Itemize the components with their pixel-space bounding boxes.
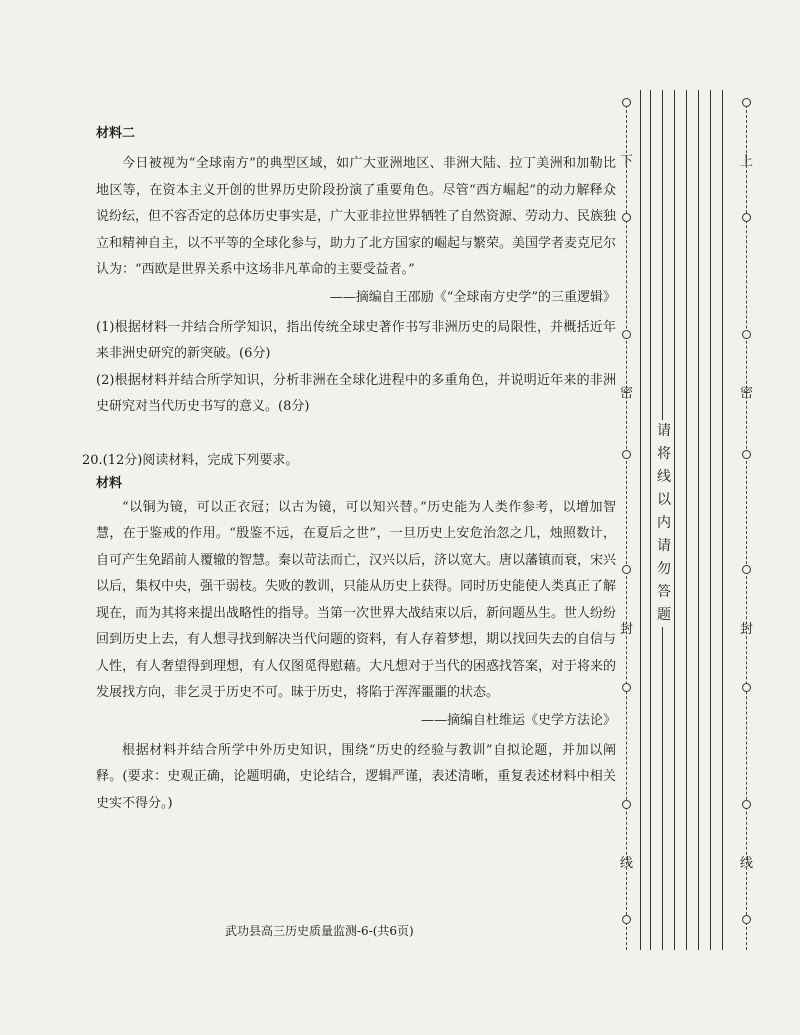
binding-char-right: 线	[740, 856, 754, 871]
hole-circle	[742, 213, 751, 222]
material2-paragraph: 今日被视为“全球南方”的典型区域，如广大亚洲地区、非洲大陆、拉丁美洲和加勒比地区等，在资本主义开创的世界历史阶段扮演了重要角色。尽管“西方崛起”的动力解释众说纷纭，但不容否定的总体历史事实是，广大亚非拉世界牺牲了自然资源、劳动力、民族独立和精神自主，以不平等的全球化参与，助力了北方国家的崛起与繁荣。美国学者麦克尼尔认为：“西欧是世界关系中这场非凡革命的主要受益者。”	[96, 156, 617, 277]
hole-circle	[622, 915, 631, 924]
binding-char-right: 密	[740, 386, 754, 401]
question-20-title: 20.(12分)阅读材料，完成下列要求。	[82, 452, 299, 468]
hole-circle	[622, 683, 631, 692]
binding-char-left: 线	[620, 856, 634, 871]
hole-circle	[622, 450, 631, 459]
binding-line	[640, 90, 641, 950]
notice-char: 以	[657, 492, 671, 508]
material2-source: ——摘编自王邵励《“全球南方史学”的三重逻辑》	[329, 289, 616, 305]
hole-circle	[622, 213, 631, 222]
question-19-1: (1)根据材料一并结合所学知识，指出传统全球史著作书写非洲历史的局限性，并概括近年来非洲史研究的新突破。(6分)	[96, 319, 616, 361]
hole-circle	[622, 98, 631, 107]
notice-char: 勿	[657, 561, 671, 577]
page-footer: 武功县高三历史质量监测-6-(共6页)	[225, 924, 414, 938]
hole-circle	[742, 565, 751, 574]
question-20-material: “以铜为镜，可以正衣冠；以古为镜，可以知兴替。”历史能为人类作参考，以增加智慧，在于鉴戒的作用。“殷鉴不远，在夏后之世”，一旦历史上安危治忽之几，烛照数计，自可产生免蹈前人覆辙的智慧。秦以苛法而亡，汉兴以后，济以宽大。唐以藩镇而衰，宋兴以后，集权中央，强干弱枝。失败的教训，只能从历史上获得。同时历史能使人类真正了解现在，而为其将来提出战略性的指导。当第一次世界大战结束以后，新问题丛生。世人纷纷回到历史上去，有人想寻找到解决当代问题的资料，有人存着梦想，期以找回失去的自信与人性，有人奢望得到理想，有人仅图觅得慰藉。大凡想对于当代的困惑找答案，对于将来的发展找方向，非乞灵于历史不可。昧于历史，将陷于浑浑噩噩的状态。	[96, 499, 617, 700]
hole-circle	[742, 450, 751, 459]
vertical-notice	[655, 420, 673, 627]
question-20-instruction: 根据材料并结合所学中外历史知识，围绕“历史的经验与教训”自拟论题，并加以阐释。(要求：史观正确，论题明确，史论结合，逻辑严谨，表述清晰，重复表述材料中相关史实不得分。)	[96, 742, 616, 811]
hole-circle	[742, 800, 751, 809]
binding-char-left: 封	[620, 622, 634, 637]
question-19-2: (2)根据材料并结合所学知识，分析非洲在全球化进程中的多重角色，并说明近年来的非洲史研究对当代历史书写的意义。(8分)	[96, 372, 616, 414]
binding-line	[722, 90, 723, 950]
right-cut-line	[746, 100, 747, 950]
question-20-source: ——摘编自杜维运《史学方法论》	[420, 712, 616, 728]
notice-char: 将	[657, 446, 671, 462]
notice-char: 请	[657, 423, 671, 439]
notice-char: 题	[657, 607, 671, 623]
question-20-material-heading: 材料	[96, 475, 123, 491]
notice-char: 答	[657, 584, 671, 600]
hole-circle	[622, 330, 631, 339]
left-cut-line	[626, 100, 627, 950]
hole-circle	[742, 330, 751, 339]
binding-char-left: 下	[620, 154, 634, 169]
binding-char-right: 封	[740, 622, 754, 637]
binding-line	[650, 90, 651, 950]
hole-circle	[742, 683, 751, 692]
notice-char: 请	[657, 538, 671, 554]
binding-char-left: 密	[620, 386, 634, 401]
binding-line	[686, 90, 687, 950]
binding-char-right: 上	[740, 154, 754, 169]
binding-line	[698, 90, 699, 950]
notice-char: 线	[657, 469, 671, 485]
material2-heading: 材料二	[96, 126, 136, 141]
binding-line	[710, 90, 711, 950]
binding-line	[674, 90, 675, 950]
hole-circle	[742, 98, 751, 107]
hole-circle	[622, 800, 631, 809]
hole-circle	[742, 915, 751, 924]
content-area	[82, 122, 617, 817]
hole-circle	[622, 565, 631, 574]
notice-char: 内	[657, 515, 671, 531]
